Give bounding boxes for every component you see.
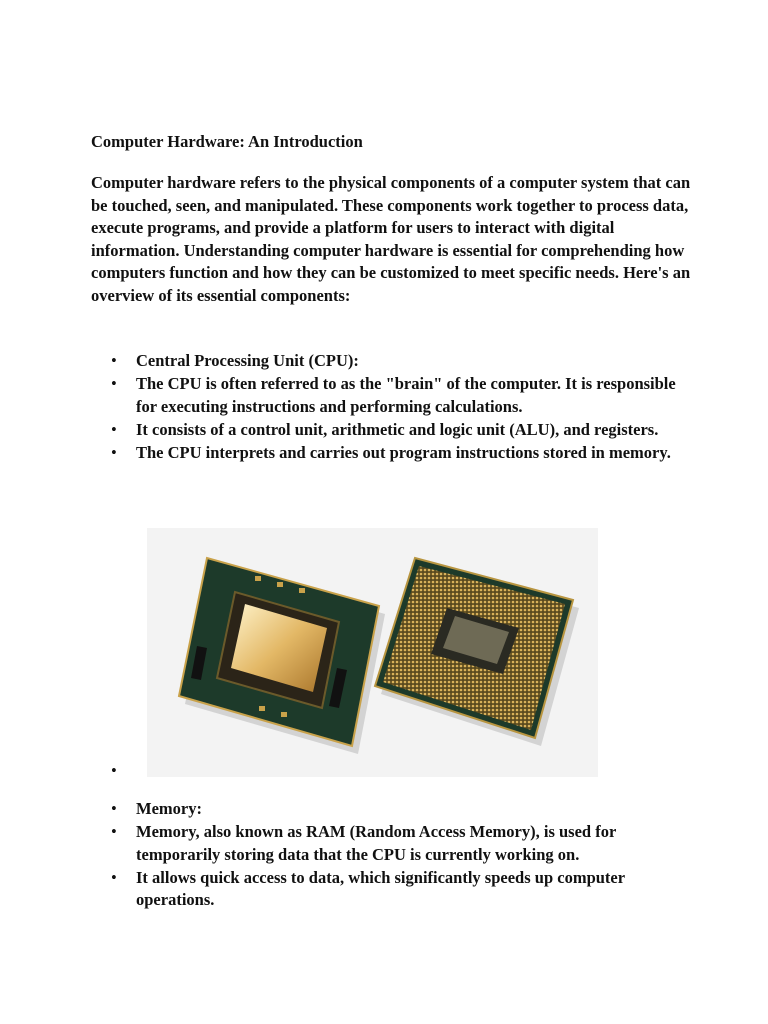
list-item	[91, 867, 691, 912]
list-item-text: It consists of a control unit, arithmetic and logic unit (ALU), and registers.	[136, 419, 659, 439]
bullet-icon: •	[111, 351, 117, 370]
list-item-text: The CPU is often referred to as the "brain" of the computer. It is responsible for executing instructions and performing calculations.	[136, 374, 676, 416]
list-item	[91, 350, 691, 373]
cpu-image	[147, 528, 598, 777]
list-item	[91, 821, 691, 866]
list-item-text: The CPU interprets and carries out program instructions stored in memory.	[136, 442, 671, 462]
cpu-bottom-view	[375, 558, 579, 746]
document-title: Computer Hardware: An Introduction	[91, 132, 363, 151]
list-item	[91, 373, 691, 418]
bullet-icon: •	[111, 867, 117, 887]
bullet-icon: •	[111, 374, 117, 394]
cpu-bullet-list	[91, 350, 691, 465]
cpu-top-view	[179, 558, 385, 754]
list-item-text: It allows quick access to data, which significantly speeds up computer operations.	[136, 867, 625, 910]
list-item	[91, 419, 691, 442]
bullet-icon: •	[111, 822, 117, 842]
intro-paragraph: Computer hardware refers to the physical components of a computer system that can be touched, seen, and manipulated. These components work together to process data, execute programs, and provide a platform for users to interact with digital information. Understanding computer hardware is essential for comprehending how computers function and how they can be customized to meet specific needs. Here's an overview of its essential components:	[91, 173, 691, 305]
bullet-icon: •	[111, 419, 117, 439]
bullet-icon: •	[111, 799, 117, 818]
list-item	[91, 798, 691, 821]
image-bullet-icon: •	[111, 761, 117, 780]
cpu-illustration	[147, 528, 598, 777]
memory-bullet-list	[91, 798, 691, 912]
list-item-text: Memory:	[136, 799, 202, 818]
list-item	[91, 442, 691, 465]
bullet-icon: •	[111, 442, 117, 462]
list-item-text: Memory, also known as RAM (Random Access Memory), is used for temporarily storing data that the CPU is currently working on.	[136, 822, 616, 864]
list-item-text: Central Processing Unit (CPU):	[136, 351, 359, 370]
